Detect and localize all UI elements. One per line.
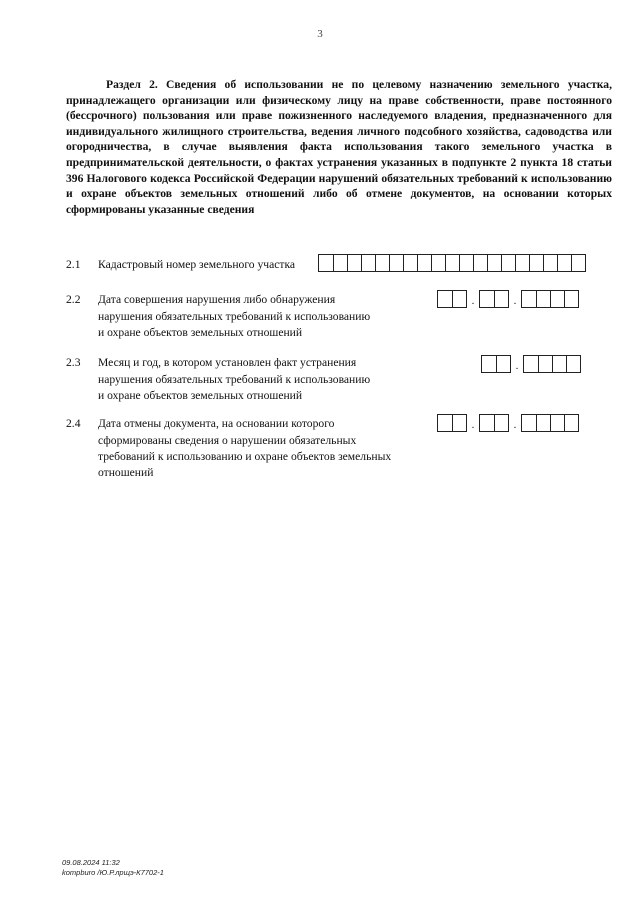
- input-cell[interactable]: [487, 255, 501, 271]
- item-label-line: нарушения обязательных требований к использованию: [98, 373, 371, 386]
- item-label-line: и охране объектов земельных отношений: [98, 389, 303, 402]
- input-cell[interactable]: [571, 255, 585, 271]
- month-cells: [479, 414, 509, 432]
- input-cell[interactable]: [529, 255, 543, 271]
- item-label-line: Дата совершения нарушения либо обнаружения: [98, 293, 336, 306]
- cancellation-date-field[interactable]: [437, 414, 579, 432]
- input-cell[interactable]: [522, 291, 536, 307]
- date-separator: .: [513, 419, 517, 431]
- input-cell[interactable]: [543, 255, 557, 271]
- input-cell[interactable]: [438, 291, 452, 307]
- input-cell[interactable]: [550, 291, 564, 307]
- section-header: Раздел 2. Сведения об использовании не по целевому назначению земельного участка, принадлежащего организации или физическому лицу на праве собственности, праве постоянного (бессрочного) пользования или праве пожизненного наследуемого владения, предназначенного для индивидуального жилищного строительства, ведения личного подсобного хозяйства, садоводства или огородничества, в случае выявления факта использования такого земельного участка в предпринимательской деятельности, о фактах устранения указанных в подпункте 2 пункта 18 статьи 396 Налогового кодекса Российской Федерации нарушений обязательных требований к использованию и охране объектов земельных отношений либо об отмене документов, на основании которых сформированы указанные сведения: [66, 78, 612, 216]
- input-cell[interactable]: [473, 255, 487, 271]
- elimination-month-year-field[interactable]: [481, 355, 581, 373]
- input-cell[interactable]: [501, 255, 515, 271]
- input-cell[interactable]: [524, 356, 538, 372]
- input-cell[interactable]: [564, 291, 578, 307]
- item-number: 2.3: [66, 356, 81, 369]
- date-separator: .: [513, 295, 517, 307]
- input-cell[interactable]: [417, 255, 431, 271]
- item-label-line: нарушения обязательных требований к использованию: [98, 310, 371, 323]
- footer-timestamp: 09.08.2024 11:32: [62, 858, 120, 867]
- input-cell[interactable]: [494, 291, 508, 307]
- footer-document-code: kompburo /Ю.Р.лрщэ-К7702-1: [62, 868, 164, 877]
- input-cell[interactable]: [557, 255, 571, 271]
- input-cell[interactable]: [566, 356, 580, 372]
- date-separator: .: [515, 360, 519, 372]
- input-cell[interactable]: [522, 415, 536, 431]
- day-cells: [437, 290, 467, 308]
- item-label-line: Месяц и год, в котором установлен факт устранения: [98, 356, 357, 369]
- date-separator: .: [471, 295, 475, 307]
- item-label-line: сформированы сведения о нарушении обязательных: [98, 434, 357, 447]
- item-label-line: Дата отмены документа, на основании которого: [98, 417, 335, 430]
- input-cell[interactable]: [452, 415, 466, 431]
- input-cell[interactable]: [496, 356, 510, 372]
- day-cells: [437, 414, 467, 432]
- input-cell[interactable]: [536, 291, 550, 307]
- input-cell[interactable]: [515, 255, 529, 271]
- item-label-line: требований к использованию и охране объектов земельных: [98, 450, 392, 463]
- violation-date-field[interactable]: [437, 290, 579, 308]
- input-cell[interactable]: [389, 255, 403, 271]
- input-cell[interactable]: [445, 255, 459, 271]
- item-label-line: отношений: [98, 466, 154, 479]
- input-cell[interactable]: [552, 356, 566, 372]
- input-cell[interactable]: [459, 255, 473, 271]
- input-cell[interactable]: [319, 255, 333, 271]
- item-number: 2.4: [66, 417, 81, 430]
- month-cells: [479, 290, 509, 308]
- cadastral-number-field[interactable]: [318, 254, 586, 272]
- item-label: Кадастровый номер земельного участка: [98, 258, 296, 271]
- year-cells: [521, 414, 579, 432]
- input-cell[interactable]: [482, 356, 496, 372]
- year-cells: [523, 355, 581, 373]
- date-separator: .: [471, 419, 475, 431]
- input-cell[interactable]: [538, 356, 552, 372]
- input-cell[interactable]: [438, 415, 452, 431]
- input-cell[interactable]: [333, 255, 347, 271]
- input-cell[interactable]: [480, 415, 494, 431]
- item-number: 2.2: [66, 293, 81, 306]
- page-number: 3: [317, 28, 323, 40]
- input-cell[interactable]: [361, 255, 375, 271]
- input-cell[interactable]: [494, 415, 508, 431]
- item-label-line: и охране объектов земельных отношений: [98, 326, 303, 339]
- month-cells: [481, 355, 511, 373]
- input-cell[interactable]: [375, 255, 389, 271]
- input-cell[interactable]: [550, 415, 564, 431]
- footer-stamp: [62, 858, 164, 878]
- input-cell[interactable]: [536, 415, 550, 431]
- input-cell[interactable]: [431, 255, 445, 271]
- input-cell[interactable]: [564, 415, 578, 431]
- input-cell[interactable]: [403, 255, 417, 271]
- year-cells: [521, 290, 579, 308]
- input-cell[interactable]: [480, 291, 494, 307]
- input-cell[interactable]: [452, 291, 466, 307]
- cell-group: [318, 254, 586, 272]
- input-cell[interactable]: [347, 255, 361, 271]
- item-number: 2.1: [66, 258, 81, 271]
